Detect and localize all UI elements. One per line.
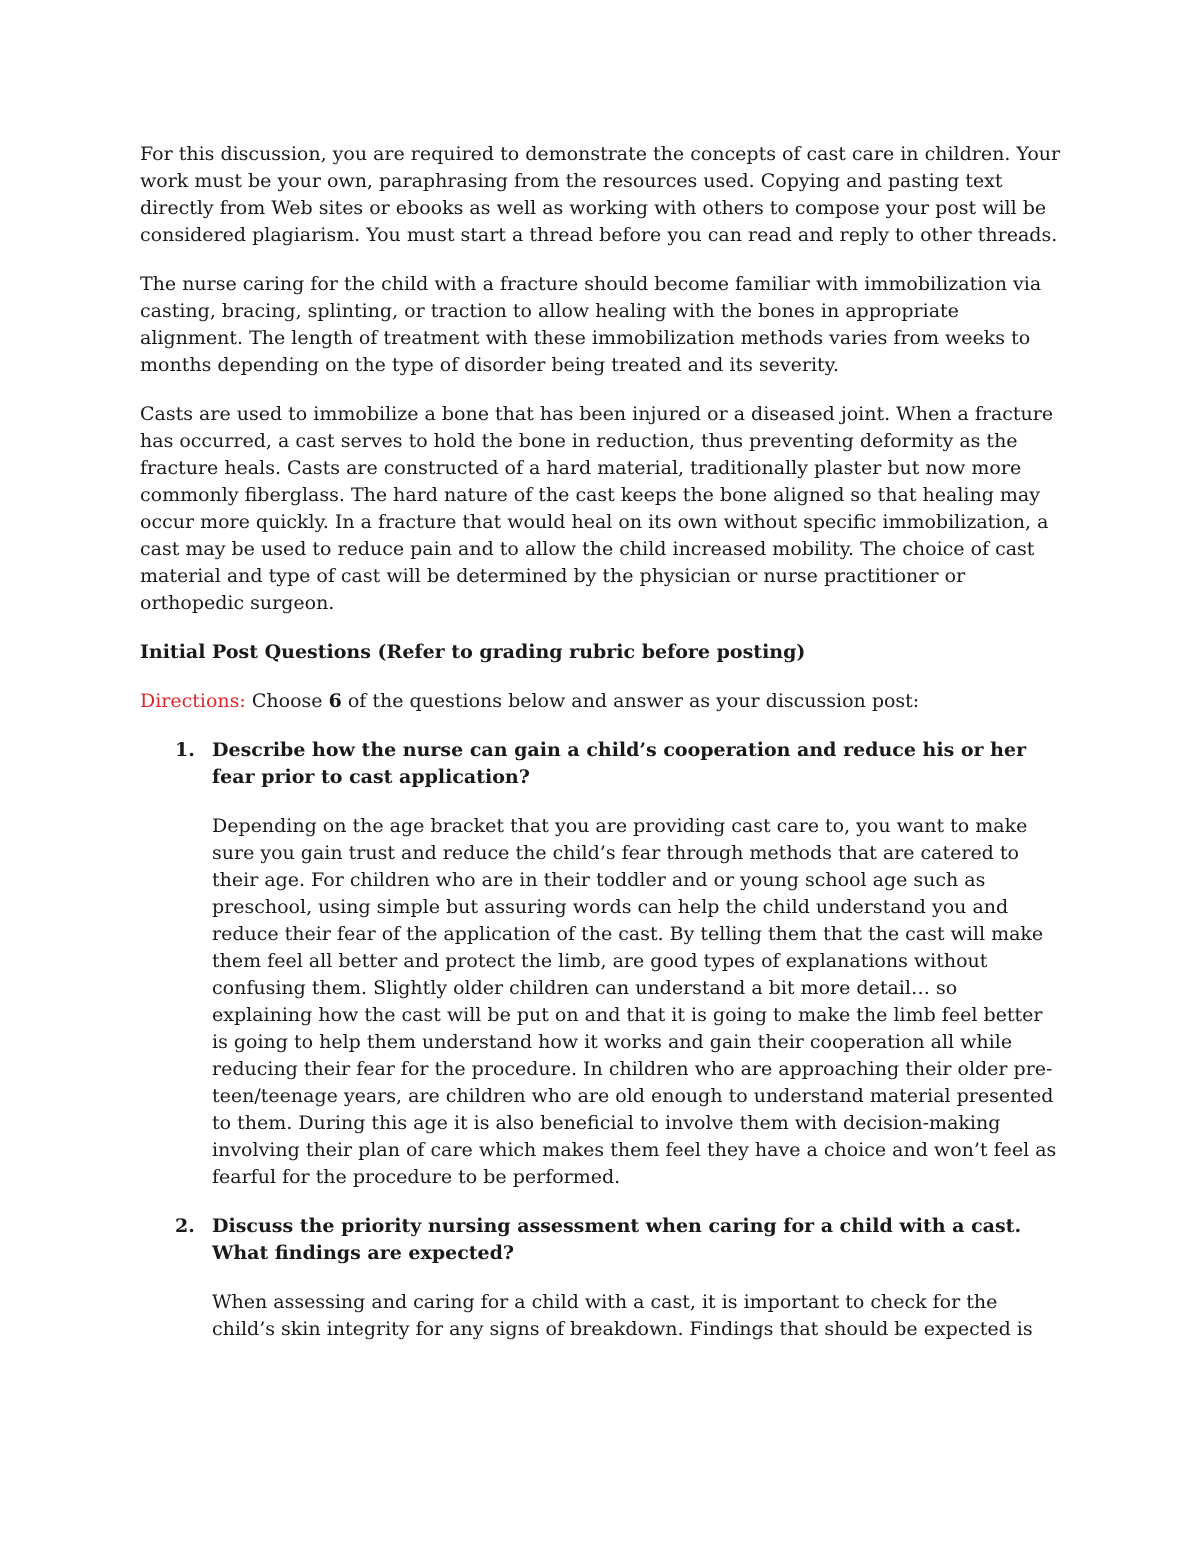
directions-text-before: Choose xyxy=(245,690,329,712)
question-list xyxy=(140,737,1062,1343)
question-text: Describe how the nurse can gain a child’s cooperation and reduce his or her fear prior to cast application? xyxy=(212,739,1027,788)
question-number: 2. xyxy=(175,1215,195,1237)
directions-count: 6 xyxy=(328,690,342,712)
section-heading: Initial Post Questions (Refer to grading rubric before posting) xyxy=(140,641,806,663)
document-page xyxy=(140,141,1062,1365)
directions-text-after: of the questions below and answer as your discussion post: xyxy=(341,690,920,712)
directions-label: Directions: xyxy=(140,690,246,712)
answer-text: When assessing and caring for a child with a cast, it is important to check for the child’s skin integrity for any signs of breakdown. Findings that should be expected is xyxy=(212,1291,1033,1340)
intro-paragraph-1: For this discussion, you are required to demonstrate the concepts of cast care in children. Your work must be your own, paraphrasing from the resources used. Copying and pasting text directly from Web sites or ebooks as well as working with others to compose your post will be considered plagiarism. You must start a thread before you can read and reply to other threads. xyxy=(140,143,1061,246)
question-item-1 xyxy=(140,737,1062,1191)
intro-paragraph-3: Casts are used to immobilize a bone that has been injured or a diseased joint. When a fracture has occurred, a cast serves to hold the bone in reduction, thus preventing deformity as the fracture heals. Casts are constructed of a hard material, traditionally plaster but now more commonly fiberglass. The hard nature of the cast keeps the bone aligned so that healing may occur more quickly. In a fracture that would heal on its own without specific immobilization, a cast may be used to reduce pain and to allow the child increased mobility. The choice of cast material and type of cast will be determined by the physician or nurse practitioner or orthopedic surgeon. xyxy=(140,403,1054,614)
question-number: 1. xyxy=(175,739,195,761)
question-item-2 xyxy=(140,1213,1062,1343)
answer-text: Depending on the age bracket that you are providing cast care to, you want to make sure you gain trust and reduce the child’s fear through methods that are catered to their age. For children who are in their toddler and or young school age such as preschool, using simple but assuring words can help the child understand you and reduce their fear of the application of the cast. By telling them that the cast will make them feel all better and protect the limb, are good types of explanations without confusing them. Slightly older children can understand a bit more detail… so explaining how the cast will be put on and that it is going to make the limb feel better is going to help them understand how it works and gain their cooperation all while reducing their fear for the procedure. In children who are approaching their older pre-teen/teenage years, are children who are old enough to understand material presented to them. During this age it is also beneficial to involve them with decision-making involving their plan of care which makes them feel they have a choice and won’t feel as fearful for the procedure to be performed. xyxy=(212,815,1057,1188)
intro-paragraph-2: The nurse caring for the child with a fracture should become familiar with immobilization via casting, bracing, splinting, or traction to allow healing with the bones in appropriate alignment. The length of treatment with these immobilization methods varies from weeks to months depending on the type of disorder being treated and its severity. xyxy=(140,273,1042,376)
question-text: Discuss the priority nursing assessment when caring for a child with a cast. What findings are expected? xyxy=(212,1215,1022,1264)
directions-line xyxy=(140,688,1062,715)
